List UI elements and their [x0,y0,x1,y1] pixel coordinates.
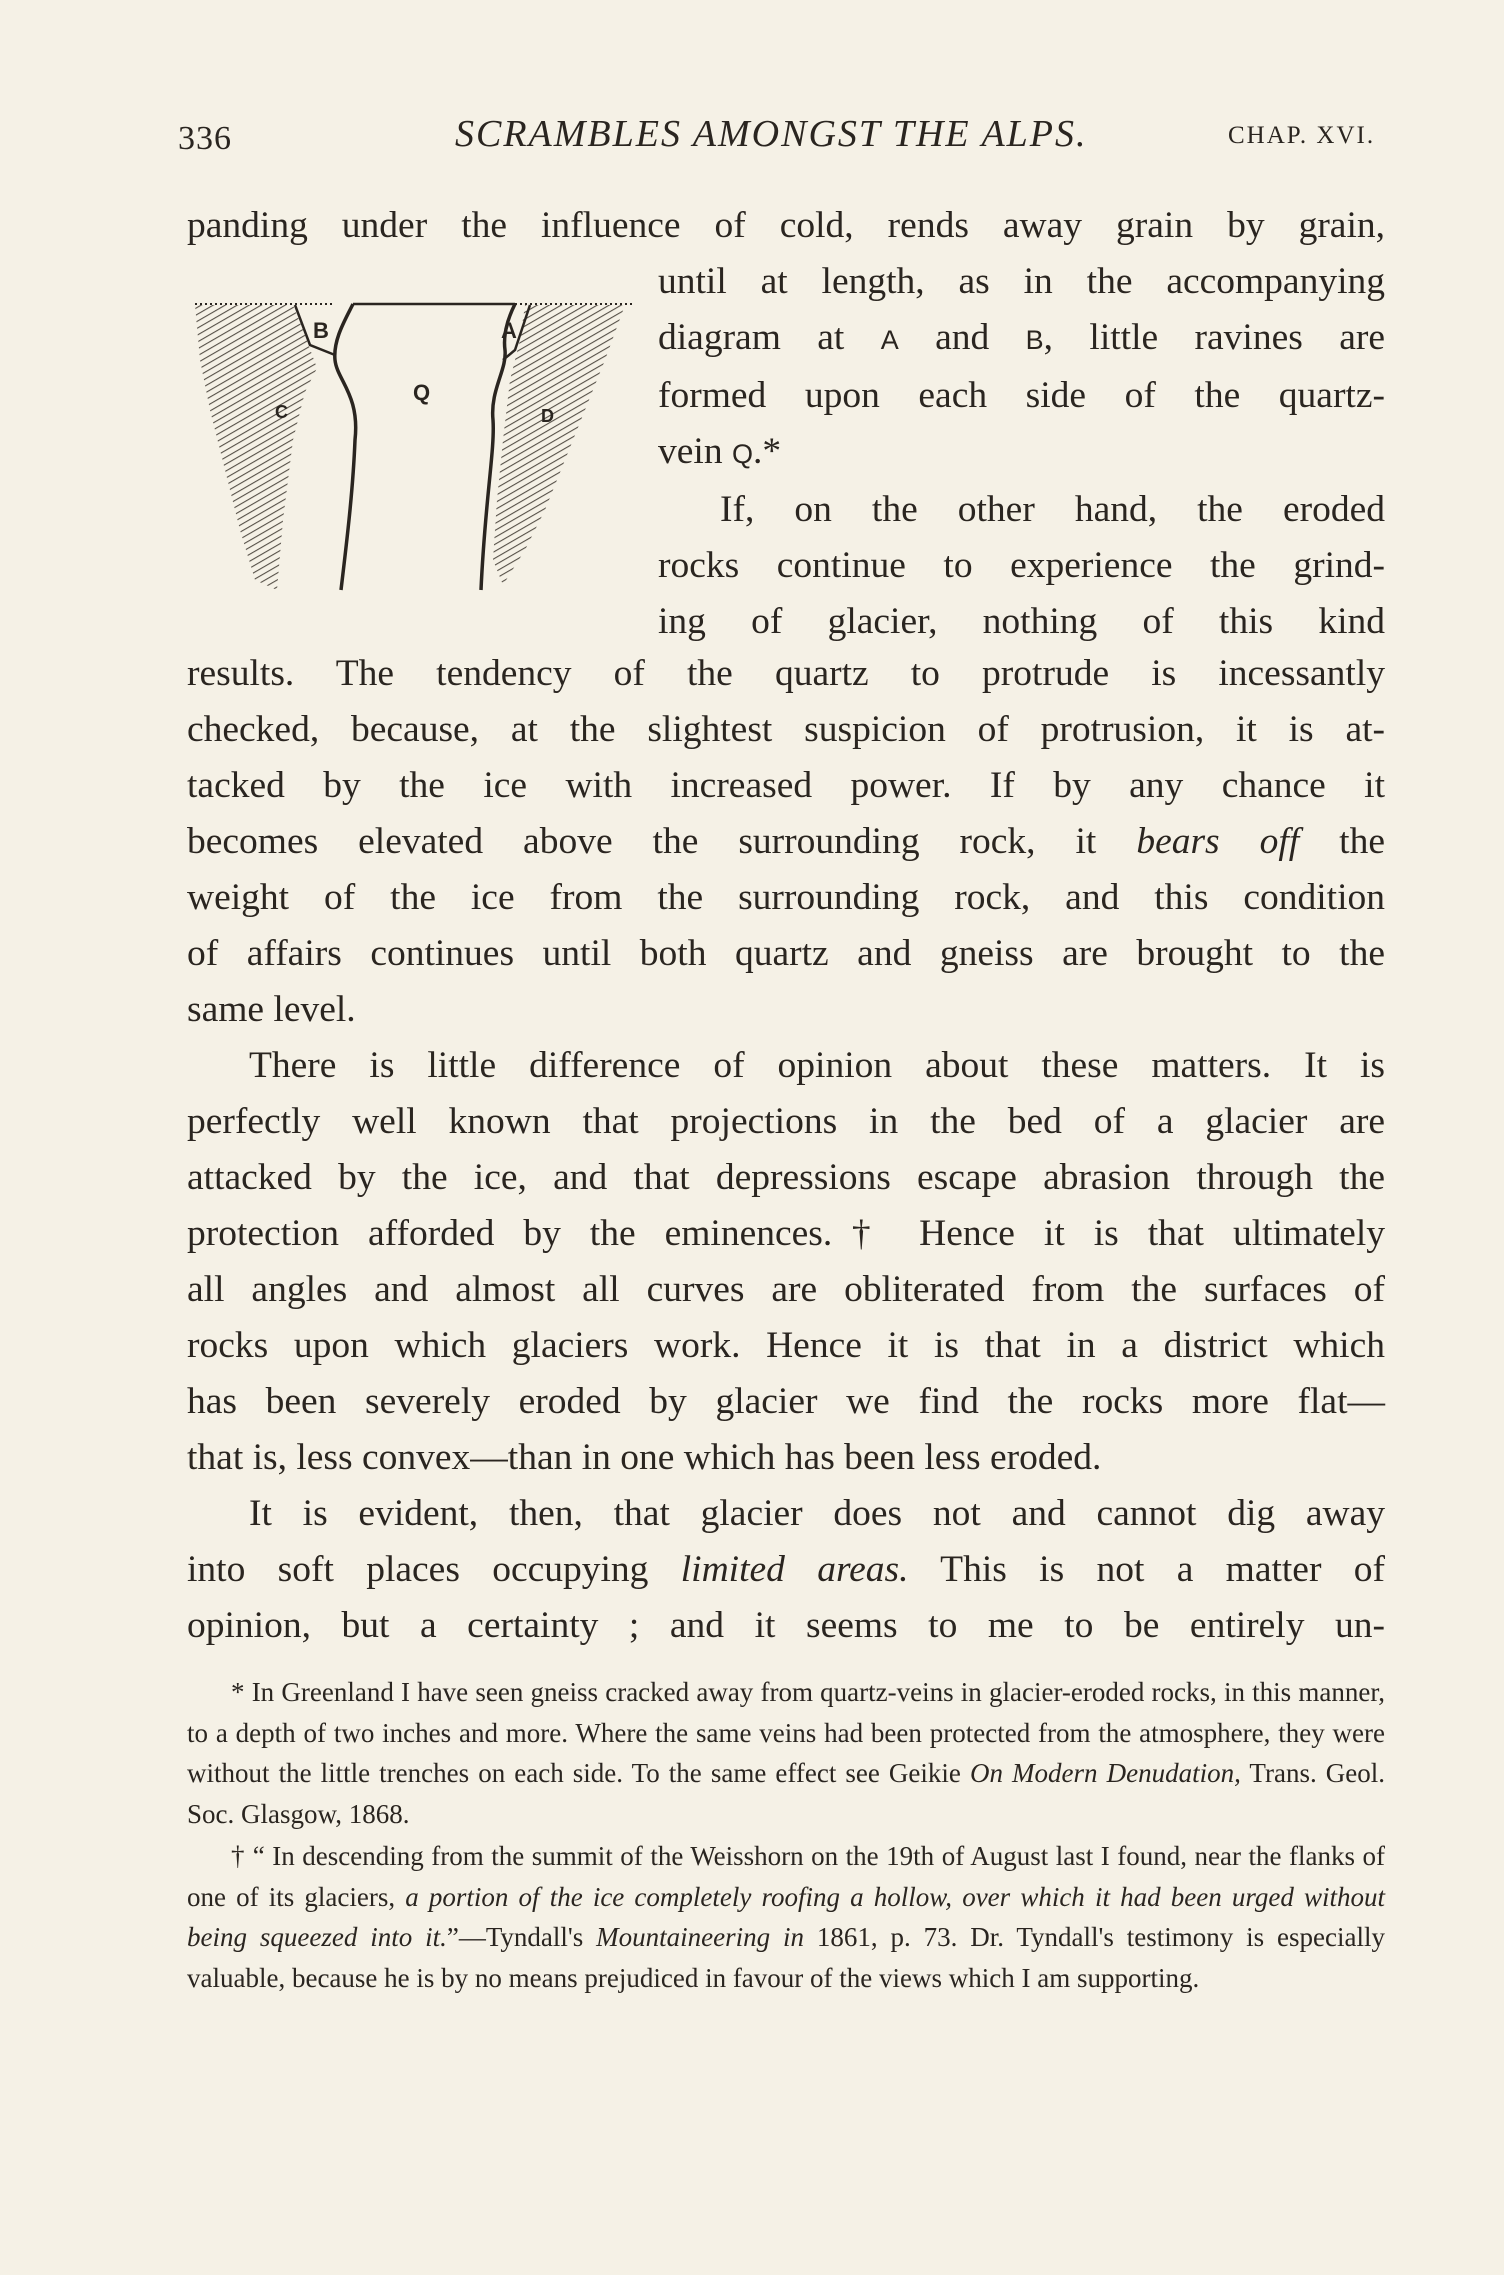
quartz-vein [335,304,515,590]
label-d: D [541,406,554,426]
chapter-label: CHAP. XVI. [1228,122,1376,149]
text-line: formed upon each side of the quartz- [658,375,1385,416]
text-line: rocks continue to experience the grind- [658,545,1385,586]
text-line: perfectly well known that projections in the bed of a glacier are [187,1101,1385,1142]
text-line: There is little difference of opinion about these matters. It is [249,1045,1385,1086]
rock-left-hatching [195,305,317,590]
text-line: rocks upon which glaciers work. Hence it is that in a district which [187,1325,1385,1366]
footnote-2: † “ In descending from the summit of the Weisshorn on the 19th of August last I found, near the flanks of one of its glaciers, a portion of the ice completely roofing a hollow, over which it had been urged without being squeezed into it.”—Tyndall's Mountaineering in 1861, p. 73. Dr. Tyndall's testimony is especially valuable, because he is by no means prejudiced in favour of the views which I am supporting. [187,1841,1385,1993]
text-line: same level. [187,989,356,1030]
text-line: has been severely eroded by glacier we find the rocks more flat— [187,1381,1385,1422]
text-line: becomes elevated above the surrounding rock, it bears off the [187,821,1385,862]
paragraph-3 [187,1038,1385,1486]
footnotes [187,1672,1385,1998]
label-c: C [275,402,288,422]
text-line: until at length, as in the accompanying [658,261,1385,302]
paragraph-4 [187,1486,1385,1654]
running-head [0,112,1504,162]
quartz-vein-diagram [185,300,645,600]
text-line: diagram at A and B, little ravines are [658,317,1385,358]
page-number: 336 [178,120,232,157]
rock-right-hatching [493,305,625,585]
label-q: Q [413,380,431,405]
text-line: panding under the influence of cold, rends away grain by grain, [187,205,1385,246]
label-b: B [313,318,329,343]
paragraph-1-continued [658,254,1385,650]
footnote-1: * In Greenland I have seen gneiss cracked away from quartz-veins in glacier-eroded rocks, in this manner, to a depth of two inches and more. Where the same veins had been protected from the atmosphere, they were without the little trenches on each side. To the same effect see Geikie On Modern Denudation, Trans. Geol. Soc. Glasgow, 1868. [187,1677,1385,1829]
text-line: that is, less convex—than in one which has been less eroded. [187,1437,1102,1478]
text-line: ing of glacier, nothing of this kind [658,601,1385,642]
text-line: all angles and almost all curves are obliterated from the surfaces of [187,1269,1385,1310]
text-line: opinion, but a certainty ; and it seems to me to be entirely un- [187,1605,1385,1646]
text-line: checked, because, at the slightest suspicion of protrusion, it is at- [187,709,1385,750]
text-line: protection afforded by the eminences.† Hence it is that ultimately [187,1213,1385,1254]
text-line: vein Q.* [658,431,782,472]
text-line: results. The tendency of the quartz to protrude is incessantly [187,653,1385,694]
paragraph-1-opening [187,198,1385,254]
text-line: weight of the ice from the surrounding rock, and this condition [187,877,1385,918]
text-line: attacked by the ice, and that depressions escape abrasion through the [187,1157,1385,1198]
paragraph-2-continued [187,646,1385,1038]
text-line: into soft places occupying limited areas. This is not a matter of [187,1549,1385,1590]
label-a: A [501,318,517,343]
running-title: SCRAMBLES AMONGST THE ALPS. [455,113,1088,155]
text-line: It is evident, then, that glacier does not and cannot dig away [249,1493,1385,1534]
text-line: of affairs continues until both quartz and gneiss are brought to the [187,933,1385,974]
text-line: tacked by the ice with increased power. If by any chance it [187,765,1385,806]
text-line: If, on the other hand, the eroded [720,489,1385,530]
